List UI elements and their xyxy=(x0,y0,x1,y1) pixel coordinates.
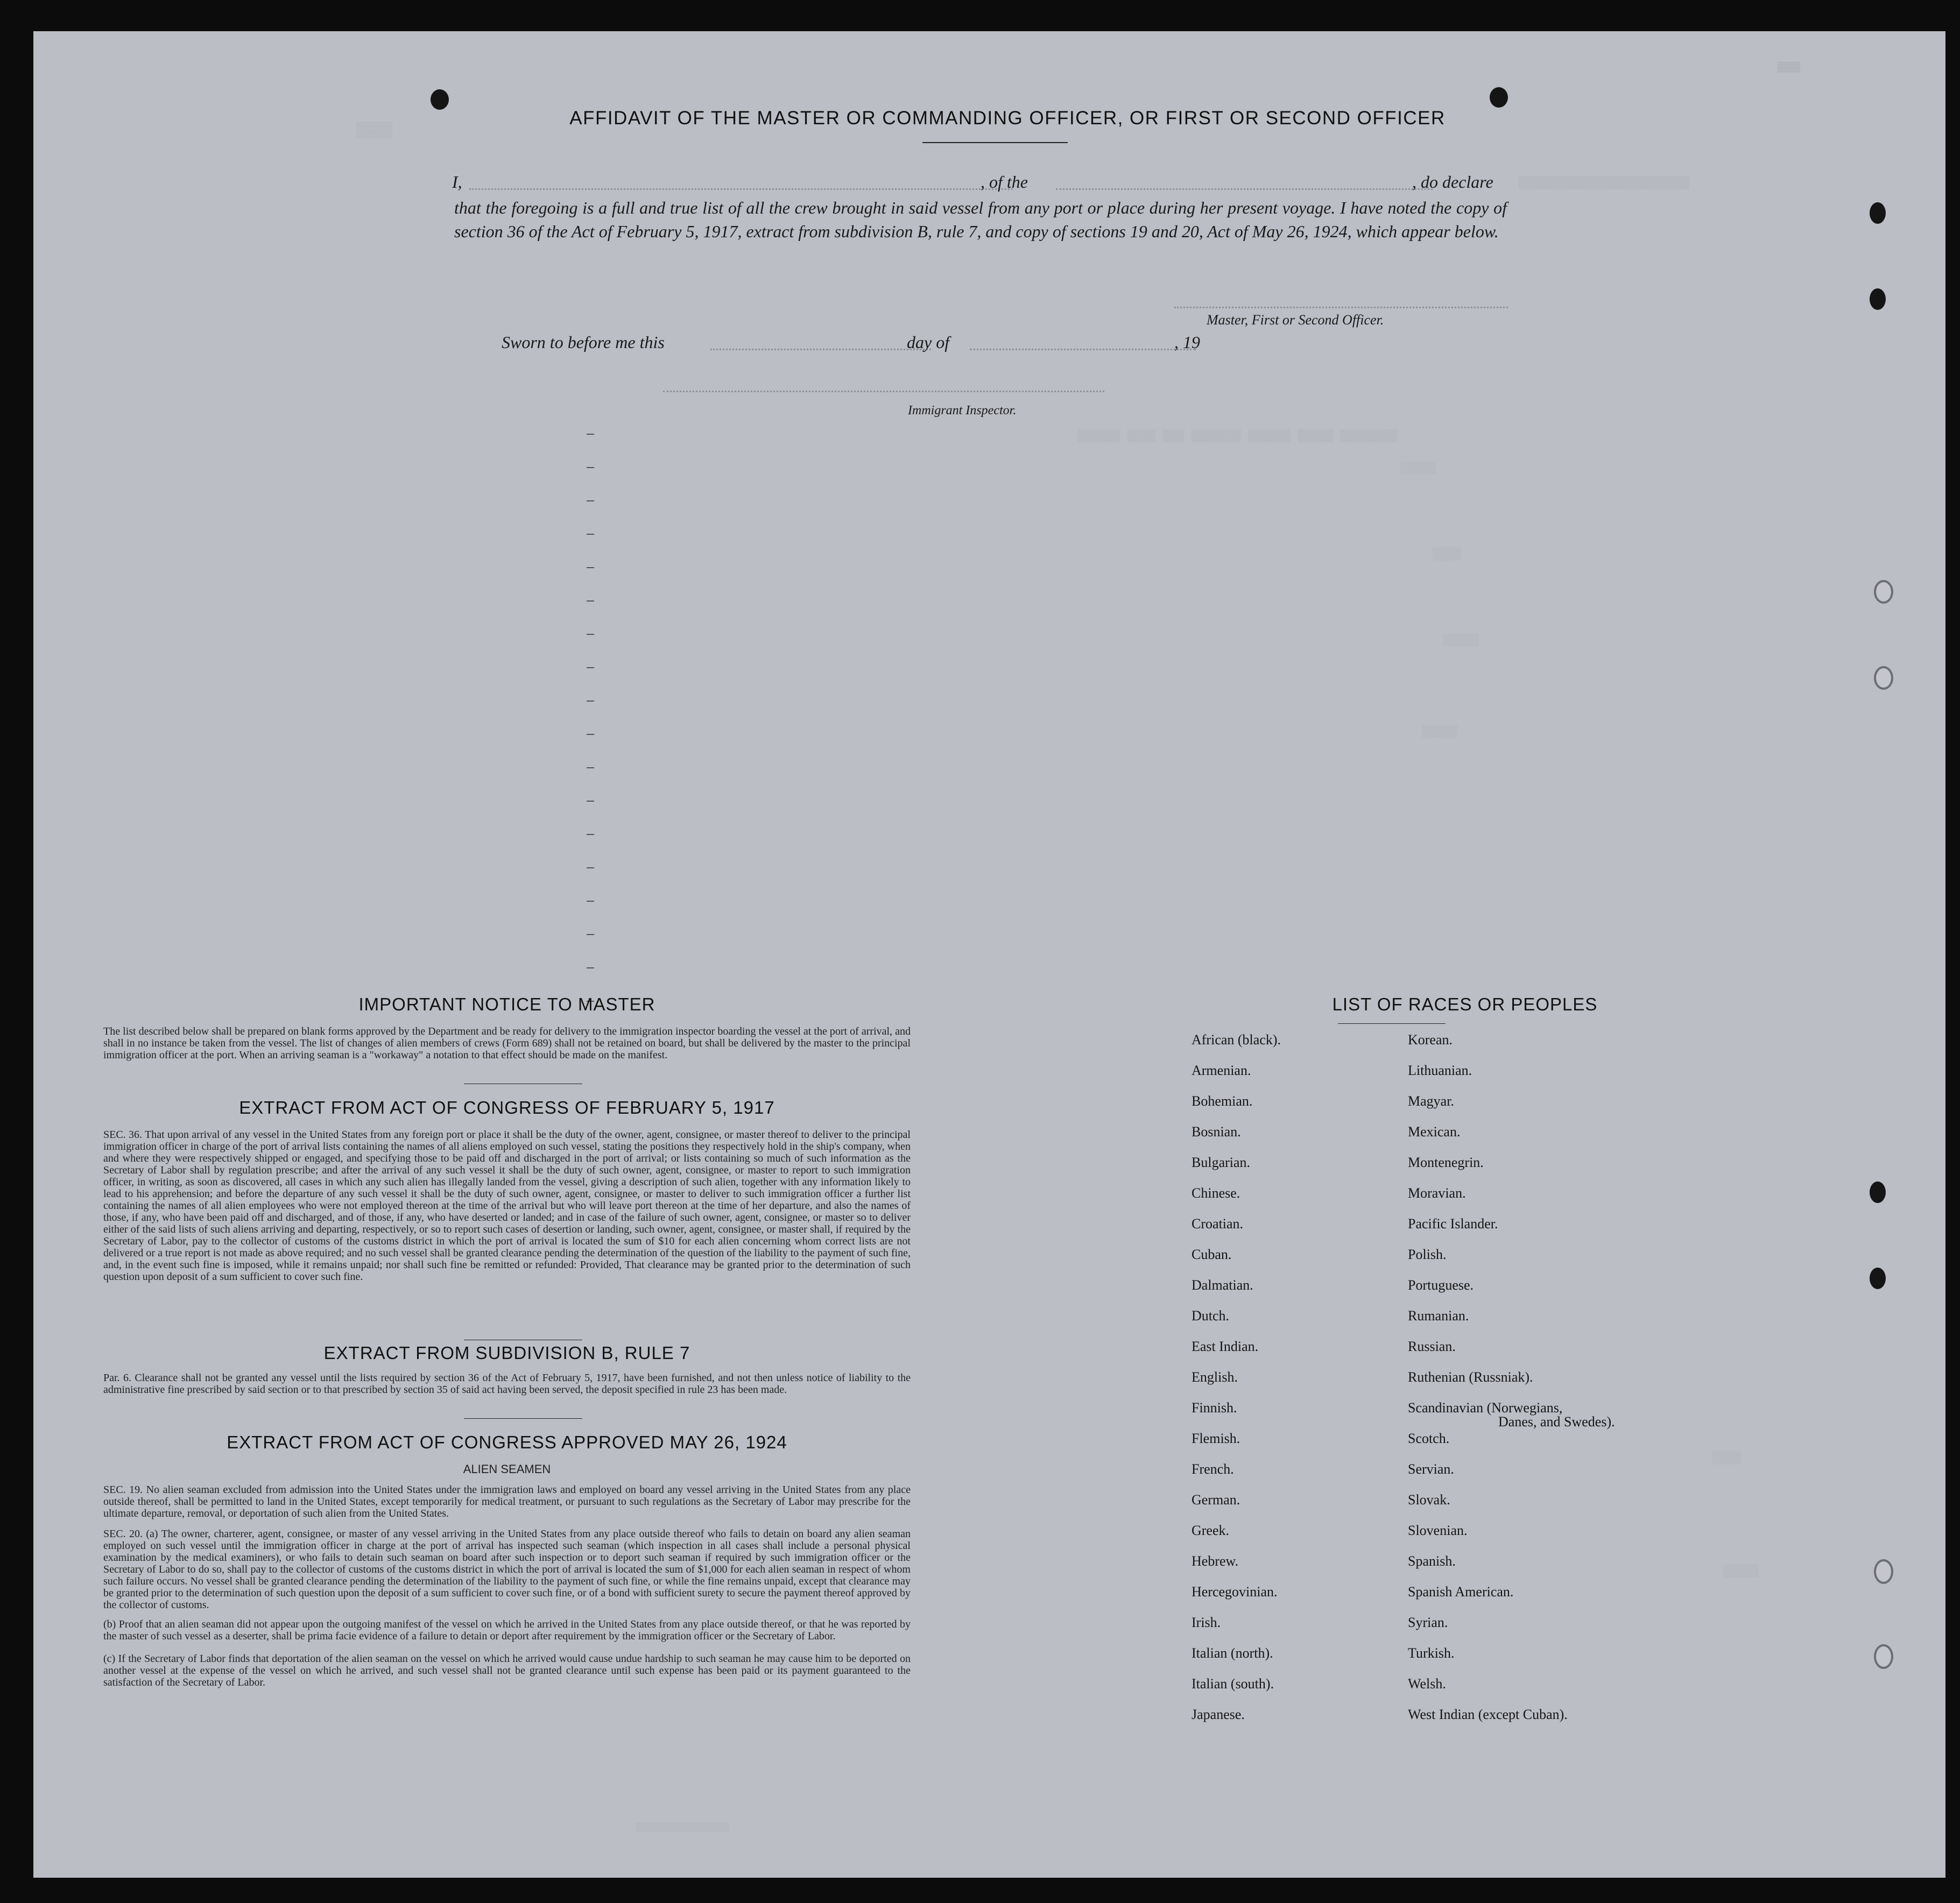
extract-1924-sec20b: (b) Proof that an alien seaman did not appear upon the outgoing manifest of the vessel on which he arrived in the United States from any place outside thereof, or that he was reported by the master of such vessel as a deserter, shall be prima facie evidence of a failure to detain or deport after requirement by the immigration officer or the Secretary of Labor. xyxy=(103,1618,911,1642)
race-item: Slovenian. xyxy=(1408,1523,1468,1538)
declare-suffix: , do declare xyxy=(1412,172,1493,192)
inspector-signature-field[interactable] xyxy=(663,391,1104,392)
race-item: Dutch. xyxy=(1191,1308,1230,1324)
race-item: Italian (south). xyxy=(1191,1676,1274,1692)
extract-1924-title: EXTRACT FROM ACT OF CONGRESS APPROVED MAY 26, 1924 xyxy=(227,1432,787,1452)
tick-mark xyxy=(587,701,594,702)
extract-rule7-title: EXTRACT FROM SUBDIVISION B, RULE 7 xyxy=(323,1343,690,1363)
race-item: English. xyxy=(1191,1369,1238,1385)
alien-seamen-subtitle: ALIEN SEAMEN xyxy=(463,1462,551,1476)
extract-rule7-text: Par. 6. Clearance shall not be granted any vessel until the lists required by section 36 of the Act of February 5, 1917, have been furnished, and not then unless notice of liability to the administrative fine prescribed by said section or to that prescribed by section 35 of said act having been served, the deposit specified in rule 23 has been made. xyxy=(103,1372,911,1396)
declarant-prefix: I, xyxy=(452,172,462,192)
race-item: Bulgarian. xyxy=(1191,1155,1251,1170)
binder-hole xyxy=(1870,288,1886,310)
declarant-name-field[interactable] xyxy=(469,188,1013,190)
race-item: Hercegovinian. xyxy=(1191,1584,1278,1600)
bleed-through-impression: ▒▒▒▒▒▒▒▒▒▒▒▒▒▒▒▒▒▒ xyxy=(636,1823,729,1833)
race-item: Armenian. xyxy=(1191,1063,1251,1078)
bleed-through-impression: ▒▒▒▒ xyxy=(1712,1452,1741,1465)
races-title: LIST OF RACES OR PEOPLES xyxy=(1332,994,1598,1014)
race-item: Turkish. xyxy=(1408,1645,1455,1661)
race-item: Slovak. xyxy=(1408,1492,1450,1508)
race-item: Spanish. xyxy=(1408,1553,1456,1569)
race-item: East Indian. xyxy=(1191,1339,1259,1354)
race-item: Spanish American. xyxy=(1408,1584,1514,1600)
race-item: Mexican. xyxy=(1408,1124,1461,1140)
sworn-day-field[interactable] xyxy=(710,349,931,350)
sworn-text: Sworn to before me this xyxy=(502,333,665,352)
bleed-through-impression: ▒▒▒▒ xyxy=(1777,62,1801,73)
tick-mark xyxy=(587,901,594,902)
race-item: Hebrew. xyxy=(1191,1553,1239,1569)
race-item: Dalmatian. xyxy=(1191,1277,1253,1293)
binder-hole xyxy=(1870,202,1886,224)
master-signature-label: Master, First or Second Officer. xyxy=(1207,312,1384,328)
race-item: Korean. xyxy=(1408,1032,1453,1048)
race-item: Magyar. xyxy=(1408,1093,1454,1109)
bleed-through-impression: ▒▒▒▒▒▒▒▒▒▒▒▒▒▒▒▒▒▒▒▒▒▒▒▒ xyxy=(1519,176,1689,190)
tick-mark xyxy=(587,734,594,735)
tick-mark xyxy=(587,467,594,468)
race-item: Greek. xyxy=(1191,1523,1230,1538)
race-item: French. xyxy=(1191,1461,1234,1477)
race-item: Moravian. xyxy=(1408,1185,1466,1201)
extract-1917-text: SEC. 36. That upon arrival of any vessel in the United States from any foreign port or place it shall be the duty of the owner, agent, consignee, or master thereof to deliver to the principal immigration officer in charge of the port of arrival lists containing the names of all aliens employed on such vessel, stating the positions they respectively hold in the ship's company, when and where they were respectively shipped or engaged, and specifying those to be paid off and discharged in the port of arrival; or lists containing so much of such information as the Secretary of Labor shall by regulation prescribe; and after the arrival of any such vessel it shall be the duty of such owner, agent, consignee, or master to report to such immigration officer, in writing, as soon as discovered, all cases in which any such alien has illegally landed from the vessel, giving a description of such alien, together with any information likely to lead to his apprehension; and before the departure of any such vessel it shall be the duty of such owner, agent, consignee, or master to deliver to such immigration officer a further list containing the names of all alien employees who were not employed thereon at the time of the arrival but who will leave port thereon at the time of her departure, and also the names of those, if any, who have been paid off and discharged, and of those, if any, who have deserted or landed; and in case of the failure of such owner, agent, consignee, or master so to deliver either of the said lists of such aliens arriving and departing, respectively, or so to report such cases of desertion or landing, such owner, agent, consignee, or master shall, if required by the Secretary of Labor, pay to the collector of customs of the customs district in which the port of arrival is located the sum of $10 for each alien concerning whom correct lists are not delivered or a true report is not made as above required; and no such vessel shall be granted clearance pending the determination of the question of the liability to the payment of such fine, and, in the event such fine is imposed, while it remains unpaid; nor shall such fine be remitted or refunded: Provided, That clearance may be granted prior to the determination of such question upon deposit of a sum sufficient to cover such fine. xyxy=(103,1129,911,1283)
race-item: Scandinavian (Norwegians, xyxy=(1408,1400,1563,1416)
bleed-through-impression: ▒▒▒▒ xyxy=(356,123,393,139)
tick-mark xyxy=(587,767,594,768)
binder-hole xyxy=(431,89,449,110)
notice-text: The list described below shall be prepared on blank forms approved by the Department and be ready for delivery to the immigration inspector boarding the vessel at the port of arrival, and shall in no instance be taken from the vessel. The list of changes of alien members of crews (Form 689) shall not be retained on board, but shall be delivered by the master to the principal immigration officer at the port. When an arriving seaman is a "workaway" a notation to that effect should be made on the manifest. xyxy=(103,1025,911,1061)
title-underline xyxy=(922,142,1068,143)
bleed-through-impression: ▒▒▒▒▒ xyxy=(1422,725,1458,739)
vessel-prefix: , of the xyxy=(981,172,1028,192)
race-item: Scotch. xyxy=(1408,1431,1450,1446)
race-item-continuation: Danes, and Swedes). xyxy=(1498,1414,1615,1430)
race-item: Japanese. xyxy=(1191,1707,1245,1722)
race-item: Syrian. xyxy=(1408,1615,1448,1630)
tick-mark xyxy=(587,801,594,802)
race-item: Finnish. xyxy=(1191,1400,1237,1416)
race-item: Lithuanian. xyxy=(1408,1063,1472,1078)
tick-mark xyxy=(587,567,594,568)
race-item: African (black). xyxy=(1191,1032,1281,1048)
race-item: Portuguese. xyxy=(1408,1277,1474,1293)
title-underline xyxy=(1338,1023,1446,1024)
master-signature-field[interactable] xyxy=(1174,307,1508,308)
binder-hole xyxy=(1870,1182,1886,1203)
tick-mark xyxy=(587,667,594,668)
binder-hole xyxy=(1874,1559,1893,1584)
race-item: Rumanian. xyxy=(1408,1308,1469,1324)
race-item: Welsh. xyxy=(1408,1676,1446,1692)
race-item: Servian. xyxy=(1408,1461,1454,1477)
race-item: West Indian (except Cuban). xyxy=(1408,1707,1568,1722)
race-item: Russian. xyxy=(1408,1339,1456,1354)
document-sheet xyxy=(33,31,1945,1878)
race-item: Montenegrin. xyxy=(1408,1155,1484,1170)
tick-mark xyxy=(587,634,594,635)
race-item: Pacific Islander. xyxy=(1408,1216,1498,1232)
bleed-through-impression: ▒▒▒▒▒▒ ▒▒▒▒ ▒▒▒ ▒▒▒▒▒▒▒ ▒▒▒▒▒▒ ▒▒▒▒▒ ▒▒▒▒▒▒▒▒ xyxy=(1077,429,1398,443)
year-prefix: , 19 xyxy=(1174,333,1200,352)
day-of-text: day of xyxy=(907,333,950,352)
binder-hole xyxy=(1874,580,1893,604)
tick-mark xyxy=(587,867,594,868)
bleed-through-impression: ▒▒▒▒▒ xyxy=(1723,1565,1759,1578)
sworn-month-field[interactable] xyxy=(970,349,1196,350)
binder-hole xyxy=(1490,87,1508,108)
extract-1924-sec20a: SEC. 20. (a) The owner, charterer, agent, consignee, or master of any vessel arriving in the United States from any place outside thereof who fails to detain on board any alien seaman employed on such vessel until the immigration officer in charge at the port of arrival has inspected such seaman (which inspection in all cases shall include a personal physical examination by the medical examiners), or who fails to detain such seaman on board after such inspection or to deport such seaman if required by such immigration officer or the Secretary of Labor to do so, shall pay to the collector of customs of the customs district in which the port of arrival is located the sum of $1,000 for each alien seaman in respect of whom such failure occurs. No vessel shall be granted clearance pending the determination of the liability to the payment of such fine, or while the fine remains unpaid, except that clearance may be granted prior to the determination of such question upon the deposit of a sum sufficient to cover such fine, or of a bond with sufficient surety to secure the payment thereof approved by the collector of customs. xyxy=(103,1528,911,1611)
tick-mark xyxy=(587,534,594,535)
race-item: Italian (north). xyxy=(1191,1645,1273,1661)
extract-1924-sec19: SEC. 19. No alien seaman excluded from admission into the United States under the immigration laws and employed on board any vessel arriving in the United States from any place outside thereof, shall be permitted to land in the United States, except temporarily for medical treatment, or pursuant to such regulations as the Secretary of Labor may prescribe for the ultimate departure, removal, or deportation of such alien from the United States. xyxy=(103,1484,911,1519)
race-item: Flemish. xyxy=(1191,1431,1240,1446)
race-item: German. xyxy=(1191,1492,1240,1508)
race-item: Polish. xyxy=(1408,1247,1447,1262)
inspector-signature-label: Immigrant Inspector. xyxy=(908,404,1017,418)
binder-hole xyxy=(1870,1268,1886,1289)
affidavit-body: that the foregoing is a full and true list of all the crew brought in said vessel from any port or place during her present voyage. I have noted the copy of section 36 of the Act of February 5, 1917, extract from subdivision B, rule 7, and copy of sections 19 and 20, Act of May 26, 1924, which appear below. xyxy=(454,198,1507,241)
tick-mark xyxy=(587,834,594,835)
race-item: Cuban. xyxy=(1191,1247,1232,1262)
tick-mark xyxy=(587,967,594,968)
section-divider xyxy=(464,1418,582,1419)
race-item: Ruthenian (Russniak). xyxy=(1408,1369,1533,1385)
tick-mark xyxy=(587,934,594,935)
binder-hole xyxy=(1874,666,1893,690)
bleed-through-impression: ▒▒▒▒▒ xyxy=(1443,634,1479,647)
race-item: Chinese. xyxy=(1191,1185,1240,1201)
tick-mark xyxy=(587,434,594,435)
race-item: Bohemian. xyxy=(1191,1093,1253,1109)
vessel-name-field[interactable] xyxy=(1056,188,1433,190)
extract-1917-title: EXTRACT FROM ACT OF CONGRESS OF FEBRUARY 5, 1917 xyxy=(239,1098,775,1117)
race-item: Irish. xyxy=(1191,1615,1221,1630)
tick-mark xyxy=(587,600,594,602)
bleed-through-impression: ▒▒▒▒ xyxy=(1433,548,1461,561)
bleed-through-impression: ▒▒▒▒▒ xyxy=(1400,462,1436,475)
binder-hole xyxy=(1874,1644,1893,1669)
race-item: Bosnian. xyxy=(1191,1124,1241,1140)
affidavit-title: AFFIDAVIT OF THE MASTER OR COMMANDING OFFICER, OR FIRST OR SECOND OFFICER xyxy=(569,108,1446,129)
notice-title: IMPORTANT NOTICE TO MASTER xyxy=(358,994,655,1014)
race-item: Croatian. xyxy=(1191,1216,1244,1232)
extract-1924-sec20c: (c) If the Secretary of Labor finds that deportation of the alien seaman on the vessel on which he arrived would cause undue hardship to such seaman he may cause him to be deported on another vessel at the expense of the vessel on which he arrived, and such vessel shall not be granted clearance until such expense has been paid or its payment guaranteed to the satisfaction of the Secretary of Labor. xyxy=(103,1653,911,1688)
tick-mark xyxy=(587,500,594,501)
